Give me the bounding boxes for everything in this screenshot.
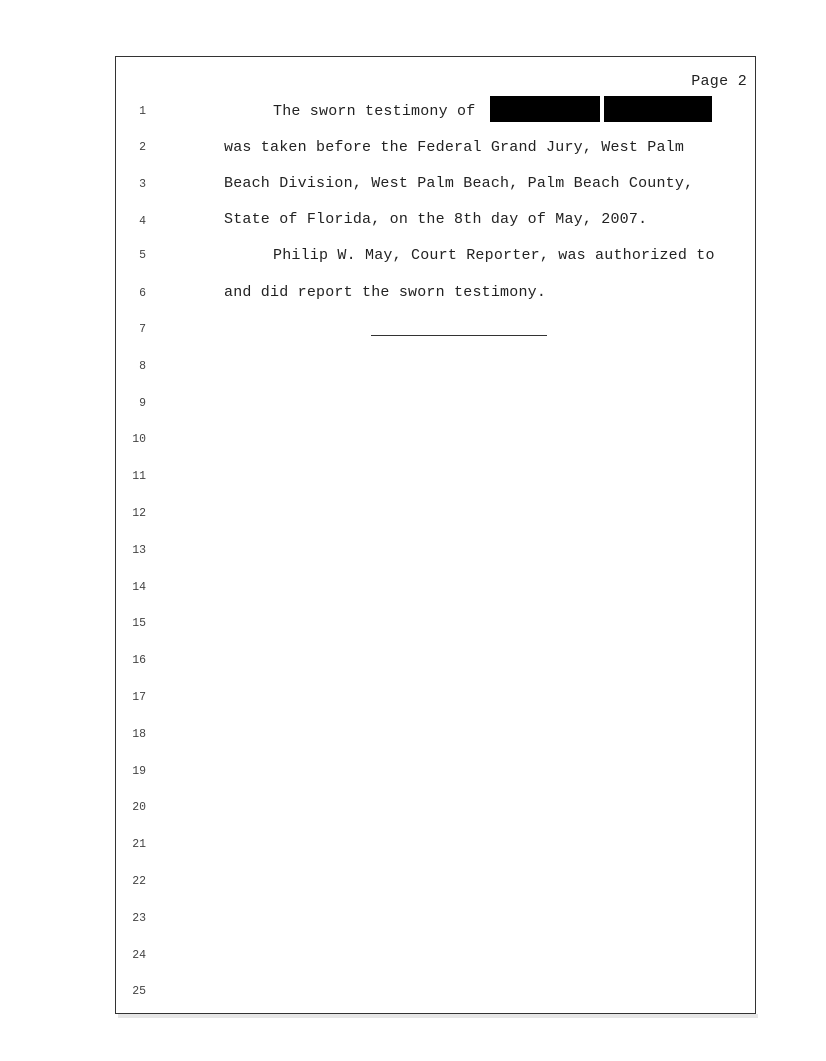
line-number: 12 — [132, 507, 146, 520]
line-number: 24 — [132, 949, 146, 962]
line-number: 10 — [132, 433, 146, 446]
transcript-line: Philip W. May, Court Reporter, was authorized to — [273, 247, 715, 264]
line-number: 15 — [132, 617, 146, 630]
line-number: 2 — [139, 141, 146, 154]
line-number: 13 — [132, 544, 146, 557]
line-number-column — [116, 57, 166, 1013]
transcript-line: Beach Division, West Palm Beach, Palm Beach County, — [224, 175, 694, 192]
redaction-bar — [604, 96, 712, 122]
line-number: 20 — [132, 801, 146, 814]
section-divider — [371, 335, 547, 336]
transcript-line: and did report the sworn testimony. — [224, 284, 547, 301]
line-number: 25 — [132, 985, 146, 998]
transcript-line: State of Florida, on the 8th day of May, 2007. — [224, 211, 648, 228]
line-number: 22 — [132, 875, 146, 888]
transcript-line: was taken before the Federal Grand Jury, West Palm — [224, 139, 685, 156]
line-number: 8 — [139, 360, 146, 373]
line-number: 17 — [132, 691, 146, 704]
line-number: 16 — [132, 654, 146, 667]
line-number: 1 — [139, 105, 146, 118]
transcript-page — [115, 56, 756, 1014]
line-number: 21 — [132, 838, 146, 851]
line-number: 19 — [132, 765, 146, 778]
line-number: 7 — [139, 323, 146, 336]
page-edge-shadow — [118, 1014, 758, 1018]
line-number: 23 — [132, 912, 146, 925]
line-number: 4 — [139, 215, 146, 228]
line-number: 11 — [132, 470, 146, 483]
line-number: 5 — [139, 249, 146, 262]
line-number: 3 — [139, 178, 146, 191]
transcript-line: The sworn testimony of — [273, 103, 476, 120]
redaction-bar — [490, 96, 600, 122]
line-number: 9 — [139, 397, 146, 410]
page-number: Page 2 — [691, 73, 747, 90]
line-number: 6 — [139, 287, 146, 300]
line-number: 18 — [132, 728, 146, 741]
line-number: 14 — [132, 581, 146, 594]
